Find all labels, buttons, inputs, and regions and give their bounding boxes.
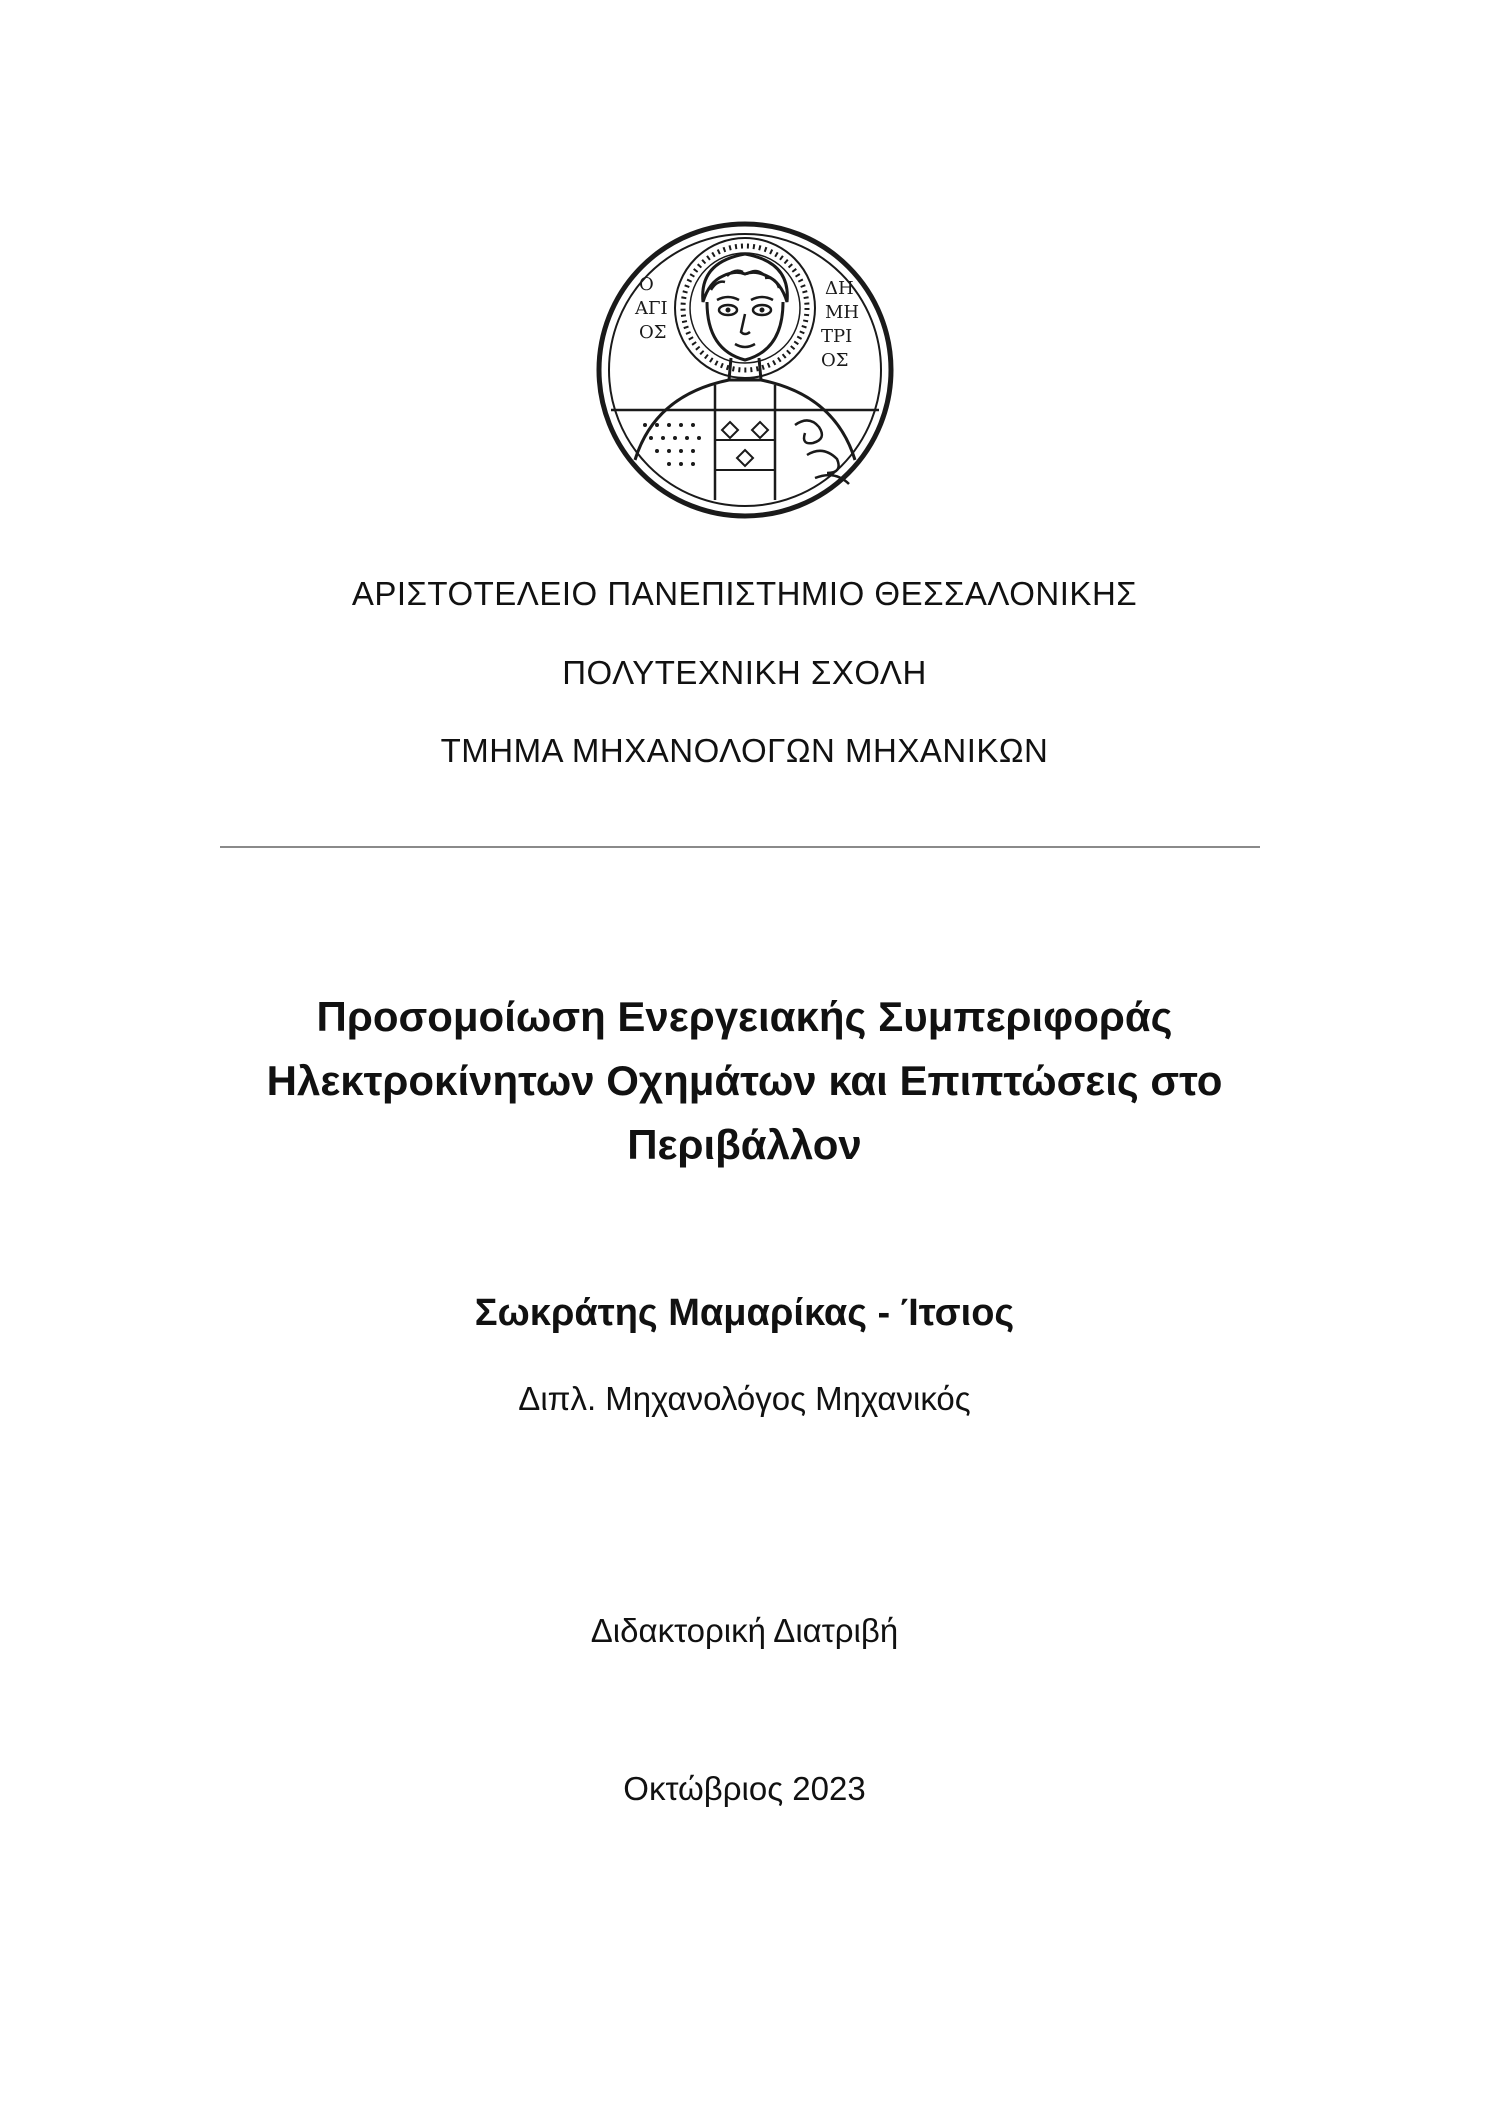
svg-text:ΤΡΙ: ΤΡΙ bbox=[821, 326, 853, 347]
school-name: ΠΟΛΥΤΕΧΝΙΚΗ ΣΧΟΛΗ bbox=[562, 654, 927, 691]
svg-text:ΜΗ: ΜΗ bbox=[825, 302, 860, 323]
department-name: ΤΜΗΜΑ ΜΗΧΑΝΟΛΟΓΩΝ ΜΗΧΑΝΙΚΩΝ bbox=[440, 732, 1049, 769]
svg-text:ΟΣ: ΟΣ bbox=[639, 322, 667, 343]
university-seal-icon bbox=[595, 210, 895, 530]
thesis-title-line-1: Προσομοίωση Ενεργειακής Συμπεριφοράς bbox=[316, 993, 1173, 1040]
document-type: Διδακτορική Διατριβή bbox=[590, 1612, 899, 1649]
author-name: Σωκράτης Μαμαρίκας - Ίτσιος bbox=[474, 1292, 1015, 1334]
header-divider bbox=[220, 846, 1260, 848]
thesis-title-line-3: Περιβάλλον bbox=[627, 1121, 862, 1168]
svg-text:Ο: Ο bbox=[639, 274, 654, 295]
publication-date: Οκτώβριος 2023 bbox=[623, 1770, 866, 1807]
svg-text:ΑΓΙ: ΑΓΙ bbox=[635, 298, 668, 319]
svg-text:ΟΣ: ΟΣ bbox=[821, 350, 849, 371]
author-degree: Διπλ. Μηχανολόγος Μηχανικός bbox=[518, 1380, 971, 1417]
university-name: ΑΡΙΣΤΟΤΕΛΕΙΟ ΠΑΝΕΠΙΣΤΗΜΙΟ ΘΕΣΣΑΛΟΝΙΚΗΣ bbox=[351, 575, 1138, 612]
thesis-title bbox=[150, 985, 1339, 1177]
thesis-title-line-2: Ηλεκτροκίνητων Οχημάτων και Επιπτώσεις στο bbox=[266, 1057, 1223, 1104]
svg-text:ΔΗ: ΔΗ bbox=[825, 278, 854, 299]
